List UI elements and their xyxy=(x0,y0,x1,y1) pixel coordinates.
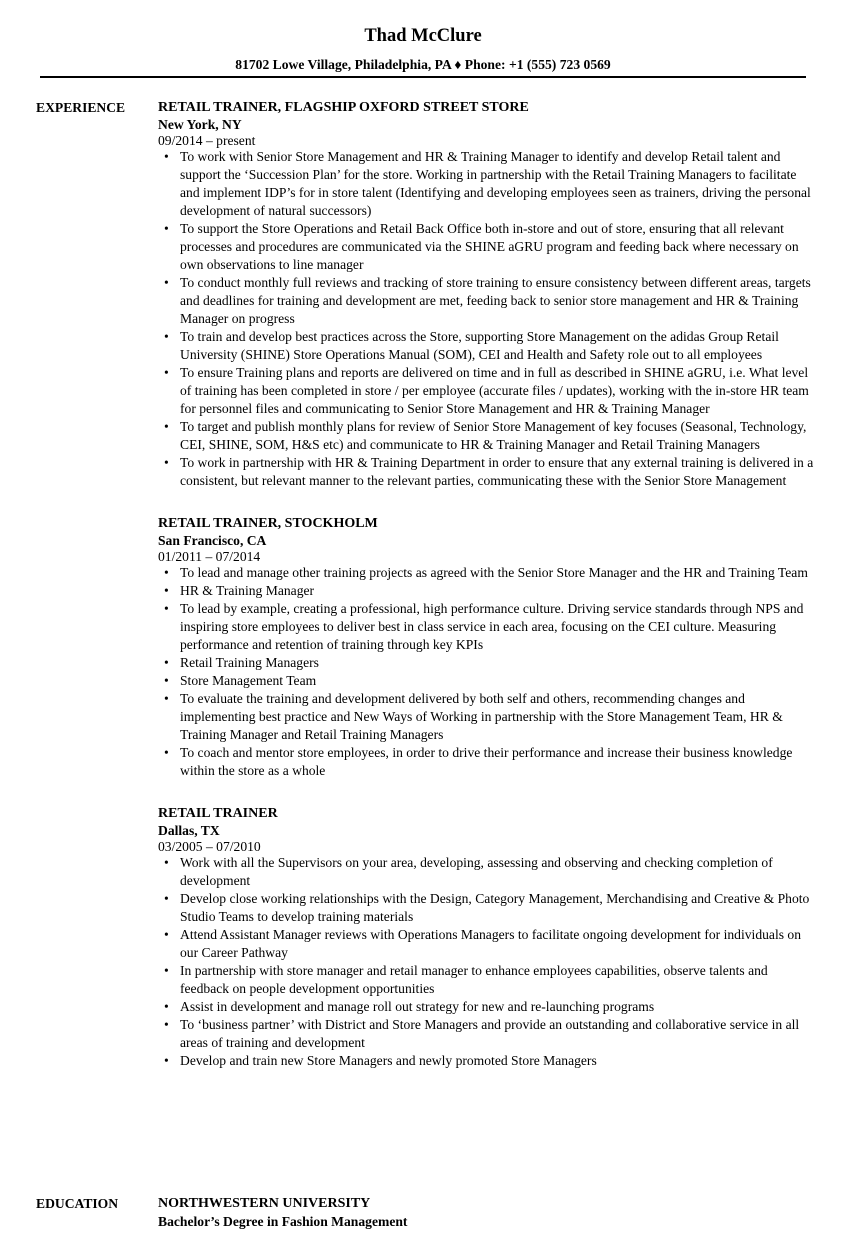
job-bullet-list xyxy=(158,148,814,490)
job-bullet-list xyxy=(158,564,814,780)
job-location: New York, NY xyxy=(158,117,242,132)
job-bullet: • Develop close working relationships with the Design, Category Management, Merchandising and Creative & Photo Studio Teams to develop training materials xyxy=(158,890,814,926)
job-dates: 09/2014 – present xyxy=(158,133,256,148)
candidate-name: Thad McClure xyxy=(364,26,482,46)
job-bullet: • Retail Training Managers xyxy=(158,654,814,672)
job-bullet: • Assist in development and manage roll out strategy for new and re-launching programs xyxy=(158,998,814,1016)
section-label-education: EDUCATION xyxy=(36,1196,119,1211)
job-bullet-list xyxy=(158,854,814,1070)
job-entry xyxy=(158,99,814,490)
job-bullet: • To ‘business partner’ with District and Store Managers and provide an outstanding and collaborative service in all areas of training and development xyxy=(158,1016,814,1052)
job-bullet: • To lead by example, creating a professional, high performance culture. Driving service standards through NPS and inspiring store employees to deliver best in class service in each area, focusing on the CEI culture. Measuring performance and retention of training through key KPIs xyxy=(158,600,814,654)
job-location: Dallas, TX xyxy=(158,823,220,838)
job-bullet: • To lead and manage other training projects as agreed with the Senior Store Manager and the HR and Training Team xyxy=(158,564,814,582)
job-bullet: • Store Management Team xyxy=(158,672,814,690)
job-title: RETAIL TRAINER, FLAGSHIP OXFORD STREET STORE xyxy=(158,100,529,115)
contact-line: 81702 Lowe Village, Philadelphia, PA ♦ Phone: +1 (555) 723 0569 xyxy=(235,57,611,72)
job-title: RETAIL TRAINER, STOCKHOLM xyxy=(158,516,378,531)
education-body xyxy=(158,1195,814,1231)
job-dates: 01/2011 – 07/2014 xyxy=(158,549,261,564)
experience-list xyxy=(158,99,814,1095)
school-name: NORTHWESTERN UNIVERSITY xyxy=(158,1196,371,1211)
header-divider xyxy=(40,76,806,78)
job-bullet: • In partnership with store manager and retail manager to enhance employees capabilities, observe talents and feedback on people development opportunities xyxy=(158,962,814,998)
job-bullet: • Attend Assistant Manager reviews with Operations Managers to facilitate ongoing development for individuals on our Career Pathway xyxy=(158,926,814,962)
job-bullet: • To train and develop best practices across the Store, supporting Store Management on the adidas Group Retail University (SHINE) Store Operations Manual (SOM), CEI and Health and Safety role out to all employees xyxy=(158,328,814,364)
job-bullet: • To conduct monthly full reviews and tracking of store training to ensure consistency between different areas, targets and deadlines for training and development are met, feeding back to senior store management and HR & Training Manager on progress xyxy=(158,274,814,328)
job-bullet: • To work in partnership with HR & Training Department in order to ensure that any external training is delivered in a consistent, but relevant manner to the relevant parties, communicating these with the Senior Store Management xyxy=(158,454,814,490)
job-bullet: • To coach and mentor store employees, in order to drive their performance and increase their business knowledge within the store as a whole xyxy=(158,744,814,780)
job-bullet: • To work with Senior Store Management and HR & Training Manager to identify and develop Retail talent and support the ‘Succession Plan’ for the store. Working in partnership with the Retail Training Managers to facilitate and implement IDP’s for in store talent (Identifying and developing employees seen as trainers, driving the personal development of natural successors) xyxy=(158,148,814,220)
job-entry xyxy=(158,805,814,1070)
job-bullet: • To evaluate the training and development delivered by both self and others, recommending changes and implementing best practice and New Ways of Working in partnership with the Store Management Team, HR & Training Manager and Retail Training Managers xyxy=(158,690,814,744)
job-bullet: • To support the Store Operations and Retail Back Office both in-store and out of store, ensuring that all relevant processes and procedures are communicated via the SHINE aGRU program and feeding back where necessary on own observations to line manager xyxy=(158,220,814,274)
degree-name: Bachelor’s Degree in Fashion Management xyxy=(158,1214,408,1229)
job-entry xyxy=(158,515,814,780)
job-bullet: • Work with all the Supervisors on your area, developing, assessing and observing and checking completion of development xyxy=(158,854,814,890)
job-location: San Francisco, CA xyxy=(158,533,267,548)
section-label-experience: EXPERIENCE xyxy=(36,100,126,115)
job-dates: 03/2005 – 07/2010 xyxy=(158,839,261,854)
job-bullet: • To target and publish monthly plans for review of Senior Store Management of key focuses (Seasonal, Technology, CEI, SHINE, SOM, H&S etc) and communicate to HR & Training Manager and Retail Training Managers xyxy=(158,418,814,454)
job-title: RETAIL TRAINER xyxy=(158,806,278,821)
resume-header xyxy=(40,25,806,78)
job-bullet: • To ensure Training plans and reports are delivered on time and in full as described in SHINE aGRU, i.e. What level of training has been completed in store / per employee (accurate files / updates), working with the in-store HR team for personnel files and communicating to Senior Store Management and HR & Training Manager xyxy=(158,364,814,418)
job-bullet: • HR & Training Manager xyxy=(158,582,814,600)
job-bullet: • Develop and train new Store Managers and newly promoted Store Managers xyxy=(158,1052,814,1070)
